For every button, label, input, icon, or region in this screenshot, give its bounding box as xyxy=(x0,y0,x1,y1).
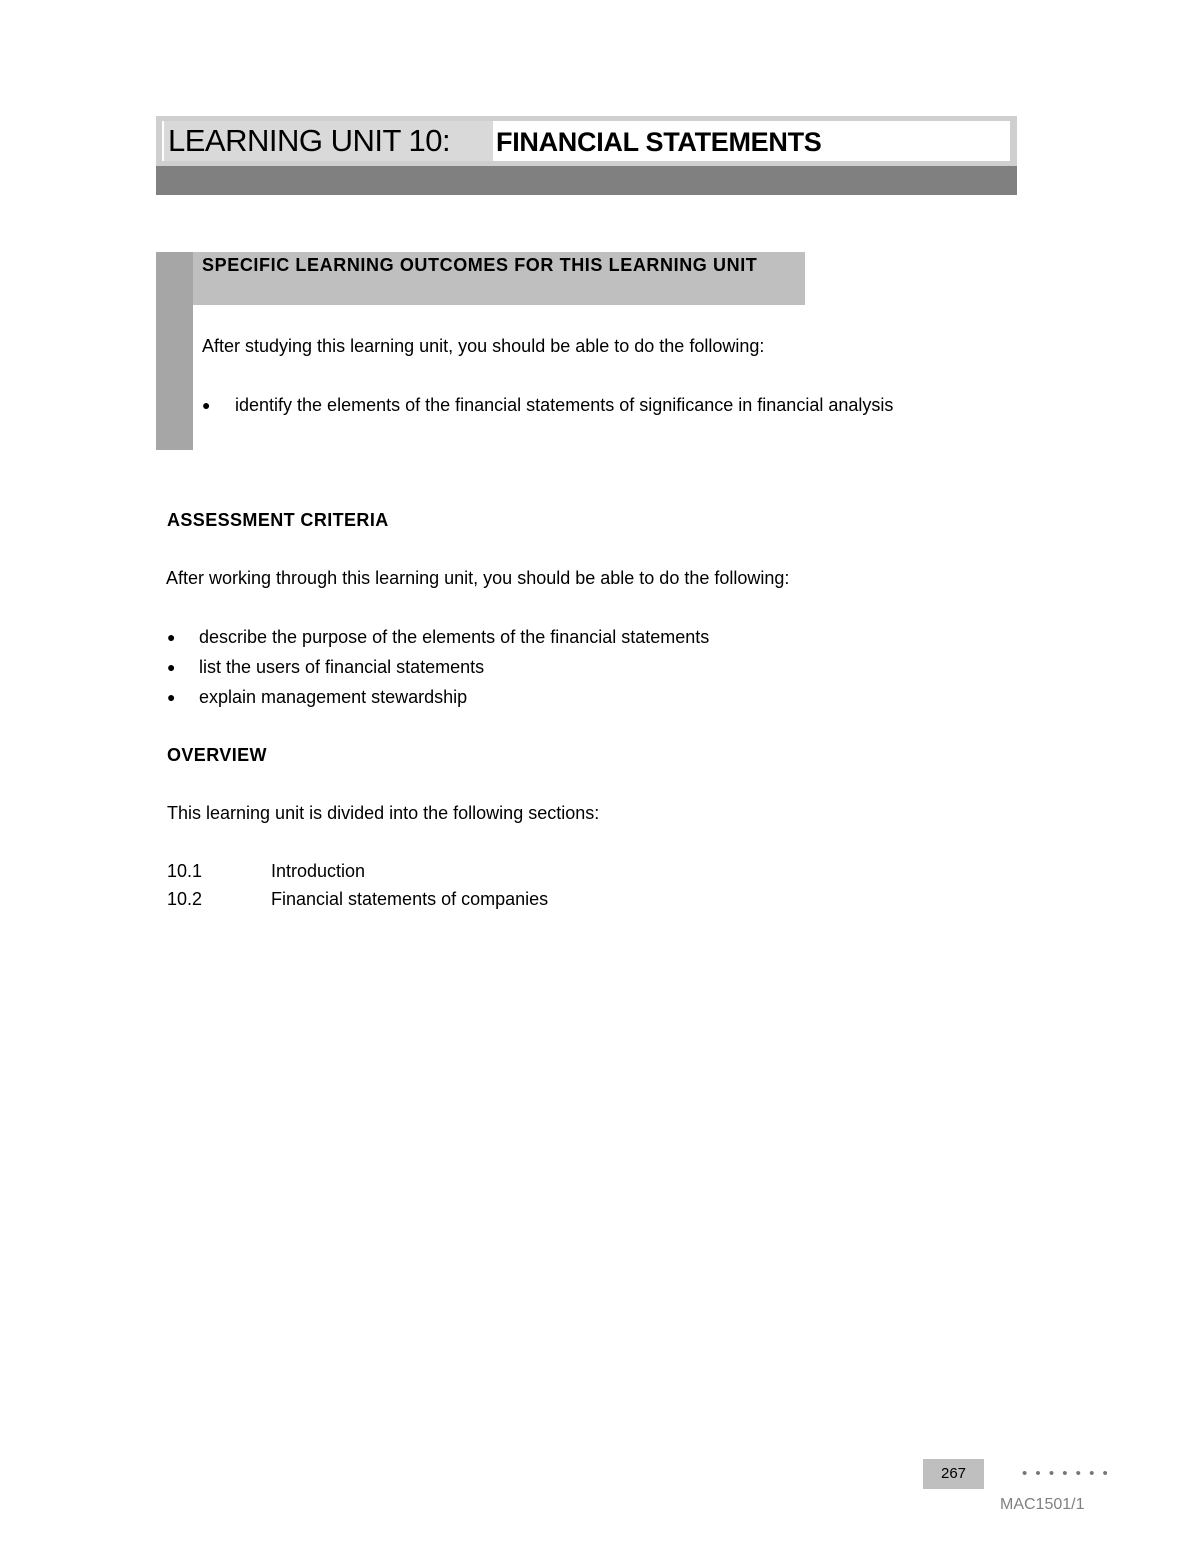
assessment-heading: ASSESSMENT CRITERIA xyxy=(167,510,389,530)
section-number: 10.1 xyxy=(167,861,203,881)
bullet-icon: ● xyxy=(167,689,176,705)
outcomes-item: identify the elements of the financial statements of significance in financial analysis xyxy=(235,395,894,415)
course-code: MAC1501/1 xyxy=(1000,1496,1085,1513)
title-underbar xyxy=(156,166,1017,195)
assessment-item: describe the purpose of the elements of the financial statements xyxy=(199,627,710,647)
overview-heading: OVERVIEW xyxy=(167,745,267,765)
outcomes-sidebar-bar xyxy=(156,252,193,450)
section-title: Introduction xyxy=(271,861,366,881)
unit-title: FINANCIAL STATEMENTS xyxy=(496,127,822,157)
section-title: Financial statements of companies xyxy=(271,889,549,909)
unit-prefix: LEARNING UNIT 10: xyxy=(168,123,451,158)
outcomes-intro: After studying this learning unit, you should be able to do the following: xyxy=(202,336,765,356)
assessment-intro: After working through this learning unit, you should be able to do the following: xyxy=(166,568,790,588)
footer-dots: • • • • • • • xyxy=(1022,1465,1110,1482)
assessment-item: list the users of financial statements xyxy=(199,657,485,677)
assessment-item: explain management stewardship xyxy=(199,687,468,707)
bullet-icon: ● xyxy=(167,629,176,645)
bullet-icon: ● xyxy=(202,397,211,413)
page-number: 267 xyxy=(940,1465,967,1482)
bullet-icon: ● xyxy=(167,659,176,675)
section-number: 10.2 xyxy=(167,889,203,909)
outcomes-heading: SPECIFIC LEARNING OUTCOMES FOR THIS LEARNING UNIT xyxy=(202,255,758,275)
overview-intro: This learning unit is divided into the following sections: xyxy=(167,803,600,823)
